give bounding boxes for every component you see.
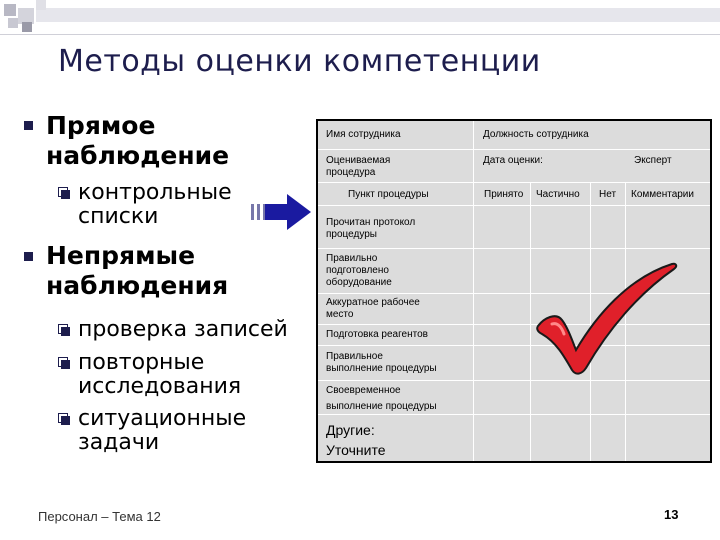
bullet-direct-observation [46, 111, 229, 171]
column-header-item: Пункт процедуры [348, 189, 429, 200]
row-text: Уточните [326, 442, 386, 458]
footer-text: Персонал – Тема 12 [38, 509, 161, 524]
procedure-label-line: Оцениваемая [326, 155, 391, 166]
table-row [326, 253, 392, 289]
bullet-text: наблюдение [46, 141, 230, 170]
evaluation-date-label: Дата оценки: [483, 155, 543, 166]
table-row [326, 351, 437, 375]
deco-square [4, 4, 16, 16]
page-number: 13 [664, 507, 679, 522]
table-row-other [326, 420, 386, 460]
procedure-label-line: процедура [326, 167, 376, 178]
row-text: Правильное [326, 351, 383, 362]
sub-bullet-checklists [78, 181, 232, 229]
row-text: выполнение процедуры [326, 363, 437, 374]
expert-label: Эксперт [634, 155, 672, 166]
square-bullet-icon [24, 121, 33, 130]
sub-bullet-text: проверка записей [78, 317, 288, 342]
arrow-right-icon [249, 190, 315, 234]
checkmark-icon [530, 258, 680, 378]
sub-bullet-records-check [78, 318, 288, 342]
square-bullet-icon [24, 252, 33, 261]
deco-square [36, 0, 46, 10]
deco-square [8, 18, 18, 28]
bullet-text: наблюдения [46, 271, 229, 300]
column-header-partial: Частично [536, 189, 580, 200]
sub-bullet-text: ситуационные [78, 406, 247, 431]
procedure-label [326, 155, 390, 179]
row-text: Аккуратное рабочее [326, 297, 420, 308]
employee-position-label: Должность сотрудника [483, 129, 589, 140]
row-text: подготовлено [326, 265, 389, 276]
checkbox-bullet-icon [58, 357, 70, 369]
bullet-text: Прямое [46, 111, 156, 140]
row-text: Своевременное [326, 385, 401, 396]
top-divider [0, 34, 720, 35]
sub-bullet-text: списки [78, 204, 159, 229]
slide-title: Методы оценки компетенции [58, 44, 541, 79]
top-band [36, 8, 720, 22]
bullet-indirect-observation [46, 241, 228, 301]
row-text: Прочитан протокол [326, 217, 416, 228]
table-row [326, 217, 415, 241]
sub-bullet-text: контрольные [78, 180, 232, 205]
row-text: Другие: [326, 422, 375, 438]
checkbox-bullet-icon [58, 324, 70, 336]
table-row [326, 329, 428, 341]
sub-bullet-case-tasks [78, 407, 246, 455]
row-text: Подготовка реагентов [326, 329, 428, 340]
deco-square [22, 22, 32, 32]
row-text: оборудование [326, 277, 392, 288]
row-text: Правильно [326, 253, 378, 264]
column-header-accepted: Принято [484, 189, 524, 200]
bullet-text: Непрямые [46, 241, 196, 270]
column-header-no: Нет [599, 189, 617, 200]
row-text: процедуры [326, 229, 377, 240]
checkbox-bullet-icon [58, 413, 70, 425]
table-row [326, 297, 420, 321]
sub-bullet-text: задачи [78, 430, 160, 455]
table-row [326, 385, 437, 413]
checkbox-bullet-icon [58, 187, 70, 199]
employee-name-label: Имя сотрудника [326, 129, 401, 140]
sub-bullet-text: исследования [78, 374, 242, 399]
row-text: выполнение процедуры [326, 401, 437, 412]
sub-bullet-repeat-studies [78, 351, 241, 399]
sub-bullet-text: повторные [78, 350, 205, 375]
row-text: место [326, 309, 354, 320]
column-header-comments: Комментарии [631, 189, 694, 200]
